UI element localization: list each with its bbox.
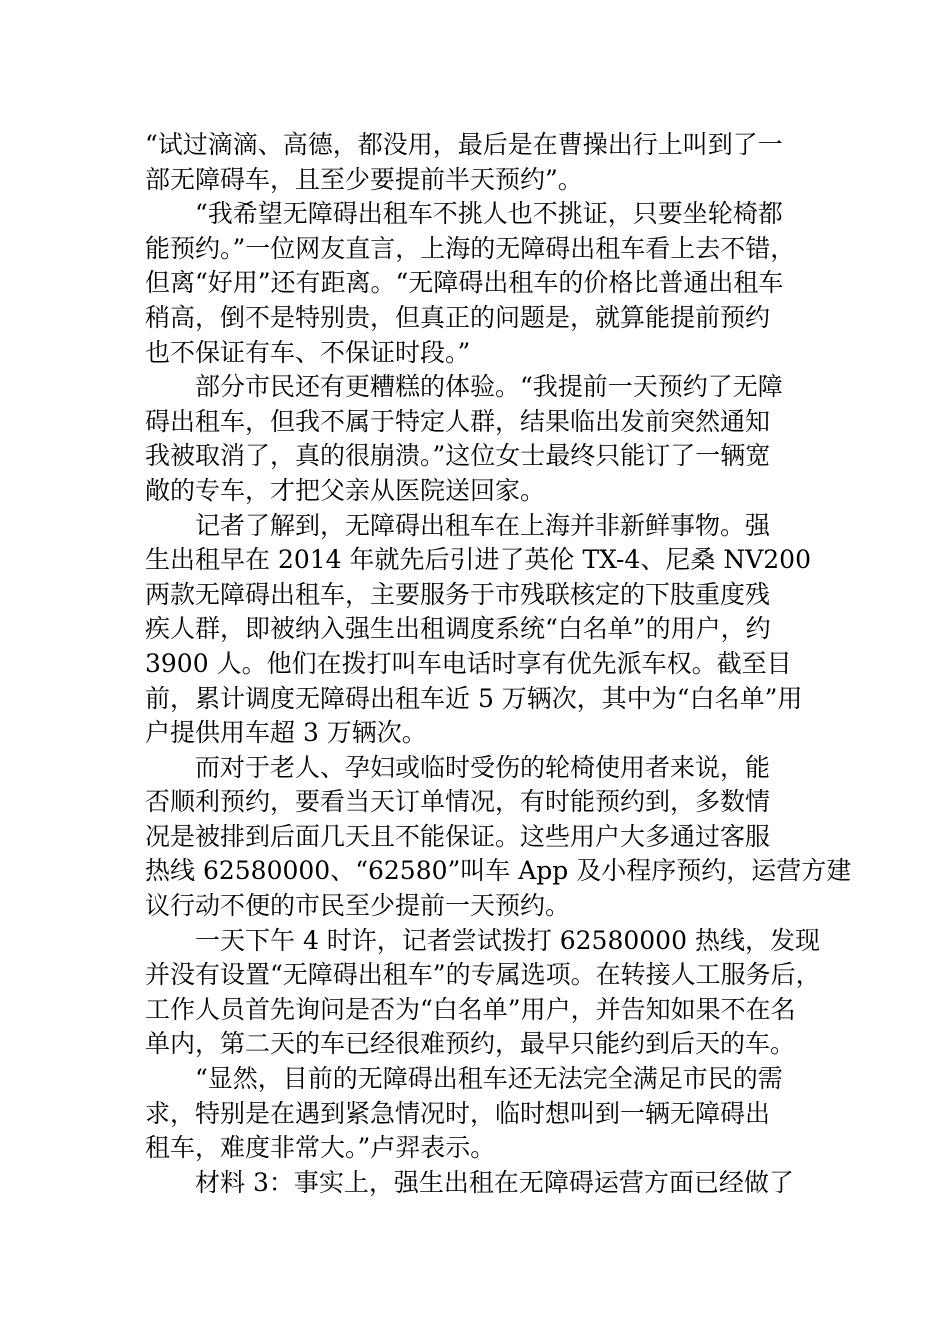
text-line: 部无障碍车，且至少要提前半天预约”。 [145, 164, 583, 194]
text-line: 工作人员首先询问是否为“白名单”用户，并告知如果不在名 [145, 994, 796, 1024]
paragraph-first-line: 材料 3：事实上，强生出租在无障碍运营方面已经做了 [195, 1167, 794, 1197]
paragraph-first-line: 一天下午 4 时许，记者尝试拨打 62580000 热线，发现 [195, 925, 820, 955]
text-line: 两款无障碍出租车，主要服务于市残联核定的下肢重度残 [145, 579, 771, 609]
text-line: 户提供用车超 3 万辆次。 [145, 718, 427, 748]
text-line: 议行动不便的市民至少提前一天预约。 [145, 891, 571, 921]
paragraph-first-line: “显然，目前的无障碍出租车还无法完全满足市民的需 [195, 1064, 783, 1094]
text-line: 疾人群，即被纳入强生出租调度系统“白名单”的用户，约 [145, 614, 771, 644]
text-line: 生出租早在 2014 年就先后引进了英伦 TX-4、尼桑 NV200 [145, 545, 811, 575]
text-line: 热线 62580000、“62580”叫车 App 及小程序预约，运营方建 [145, 856, 852, 886]
article-body [145, 128, 852, 1200]
text-line: 求，特别是在遇到紧急情况时，临时想叫到一辆无障碍出 [145, 1098, 771, 1128]
text-line: 况是被排到后面几天且不能保证。这些用户大多通过客服 [145, 821, 771, 851]
text-line: 我被取消了，真的很崩溃。”这位女士最终只能订了一辆宽 [145, 441, 771, 471]
text-line: 敞的专车，才把父亲从医院送回家。 [145, 475, 546, 505]
paragraph-first-line: “我希望无障碍出租车不挑人也不挑证，只要坐轮椅都 [195, 199, 783, 229]
text-line: 碍出租车，但我不属于特定人群，结果临出发前突然通知 [145, 406, 771, 436]
text-line: 但离“好用”还有距离。“无障碍出租车的价格比普通出租车 [145, 268, 784, 298]
text-line: 单内，第二天的车已经很难预约，最早只能约到后天的车。 [145, 1029, 796, 1059]
text-line: 稍高，倒不是特别贵，但真正的问题是，就算能提前预约 [145, 302, 771, 332]
text-line: 3900 人。他们在拨打叫车电话时享有优先派车权。截至目 [145, 648, 792, 678]
text-line: 并没有设置“无障碍出租车”的专属选项。在转接人工服务后， [145, 960, 821, 990]
text-line: “试过滴滴、高德，都没用，最后是在曹操出行上叫到了一 [145, 130, 783, 159]
text-line: 否顺利预约，要看当天订单情况，有时能预约到，多数情 [145, 787, 771, 817]
paragraph-first-line: 而对于老人、孕妇或临时受伤的轮椅使用者来说，能 [195, 752, 771, 782]
paragraph-first-line: 部分市民还有更糟糕的体验。“我提前一天预约了无障 [195, 372, 783, 402]
text-line: 租车，难度非常大。”卢羿表示。 [145, 1133, 496, 1163]
paragraph-first-line: 记者了解到，无障碍出租车在上海并非新鲜事物。强 [195, 510, 771, 540]
text-line: 前，累计调度无障碍出租车近 5 万辆次，其中为“白名单”用 [145, 683, 803, 713]
text-line: 能预约。”一位网友直言，上海的无障碍出租车看上去不错， [145, 233, 796, 263]
text-line: 也不保证有车、不保证时段。” [145, 337, 471, 367]
